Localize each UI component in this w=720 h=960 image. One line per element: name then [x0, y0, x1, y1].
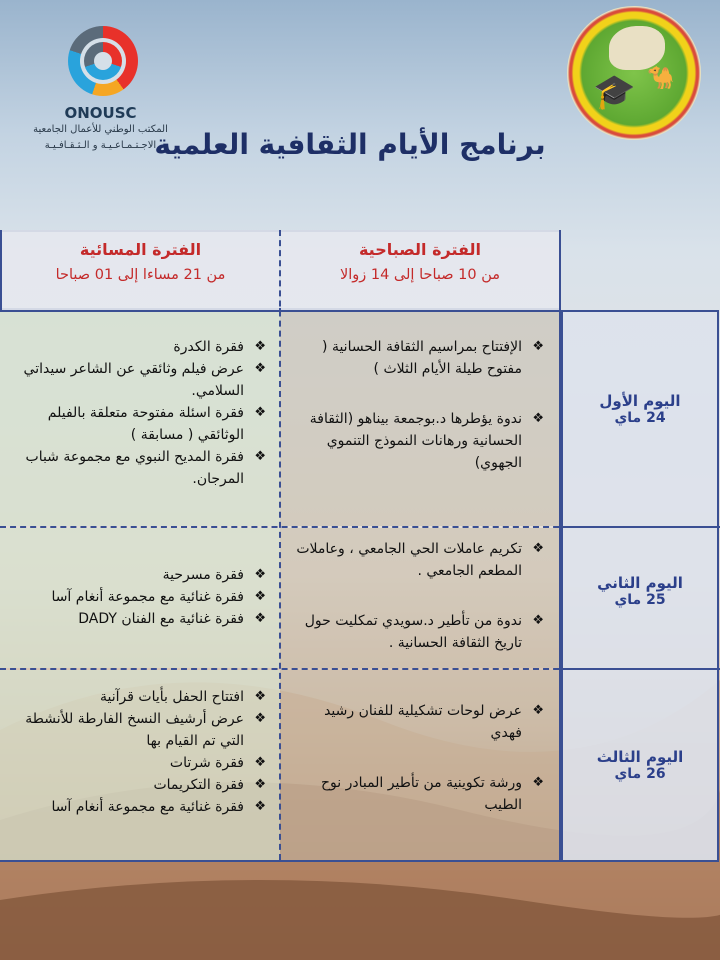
logo-subtitle-2: الاجـتـمـاعـيـة و الـثـقـافـيـة: [44, 140, 157, 151]
page-title: برنامج الأيام الثقافية العلمية: [154, 128, 546, 161]
day1-date: 24 ماي: [614, 410, 666, 426]
logo-name: ONOUSC: [64, 104, 137, 122]
list-item: ❖ ورشة تكوينية من تأطير المبادر نوح الطيب: [292, 772, 546, 816]
day3-name: اليوم الثالث: [596, 748, 684, 766]
list-item: ❖ ندوة يؤطرها د.بوجمعة بيناهو (الثقافة الحسانية ورهانات النموذج التنموي الجهوي): [292, 408, 546, 474]
day2-date: 25 ماي: [614, 592, 666, 608]
list-item: ❖ الإفتتاح بمراسيم الثقافة الحسانية ( مفتوح طيلة الأيام الثلاث ): [292, 336, 546, 380]
morning-header-time: من 10 صباحا إلى 14 زوالا: [339, 267, 501, 283]
list-item: ❖ تكريم عاملات الحي الجامعي ، وعاملات المطعم الجامعي .: [292, 538, 546, 582]
camel-icon: 🐪: [647, 66, 675, 91]
header-evening: [2, 230, 279, 310]
list-item: ❖ فقرة مسرحية: [10, 564, 268, 586]
morning-header-title: الفترة الصباحية: [358, 240, 482, 259]
day1-label: [561, 310, 719, 528]
day3-date: 26 ماي: [614, 766, 666, 782]
evening-header-title: الفترة المسائية: [79, 240, 202, 259]
day2-label: [561, 526, 719, 670]
table-frame: [0, 310, 561, 862]
list-item: ❖ ندوة من تأطير د.سويدي تمكليت حول تاريخ الثقافة الحسانية .: [292, 610, 546, 654]
list-item: ❖ فقرة اسئلة مفتوحة متعلقة بالفيلم الوثائقي ( مسابقة ): [10, 402, 268, 446]
evening-header-time: من 21 مساءا إلى 01 صباحا: [55, 267, 226, 283]
day2-name: اليوم الثاني: [597, 574, 683, 592]
list-item: ❖ افتتاح الحفل بأيات قرآنية: [10, 686, 268, 708]
graduation-cap-icon: 🎓: [593, 72, 636, 112]
logo-ring-inner-icon: [84, 42, 122, 80]
logo-subtitle-1: المكتب الوطني للأعمال الجامعية: [33, 124, 168, 135]
list-item: ❖ فقرة الكدرة: [10, 336, 268, 358]
list-item: ❖ فقرة غنائية مع مجموعة أنغام آسا: [10, 586, 268, 608]
bird-head-icon: [609, 26, 665, 70]
day3-label: [561, 668, 719, 862]
onousc-logo: [18, 18, 183, 151]
list-item: ❖ فقرة شرتات: [10, 752, 268, 774]
student-association-seal: [567, 6, 701, 140]
list-item: ❖ فقرة المديح النبوي مع مجموعة شباب المرجان.: [10, 446, 268, 490]
list-item: ❖ فقرة غنائية مع مجموعة أنغام آسا: [10, 796, 268, 818]
list-item: ❖ فقرة غنائية مع الفنان DADY: [10, 608, 268, 630]
header-morning: [281, 230, 559, 310]
list-item: ❖ عرض أرشيف النسخ الفارطة للأنشطة التي تم القيام بها: [10, 708, 268, 752]
list-item: ❖ فقرة التكريمات: [10, 774, 268, 796]
day1-name: اليوم الأول: [599, 392, 681, 410]
list-item: ❖ عرض لوحات تشكيلية للفنان رشيد فهدي: [292, 700, 546, 744]
list-item: ❖ عرض فيلم وثائقي عن الشاعر سيداتي السلامي.: [10, 358, 268, 402]
